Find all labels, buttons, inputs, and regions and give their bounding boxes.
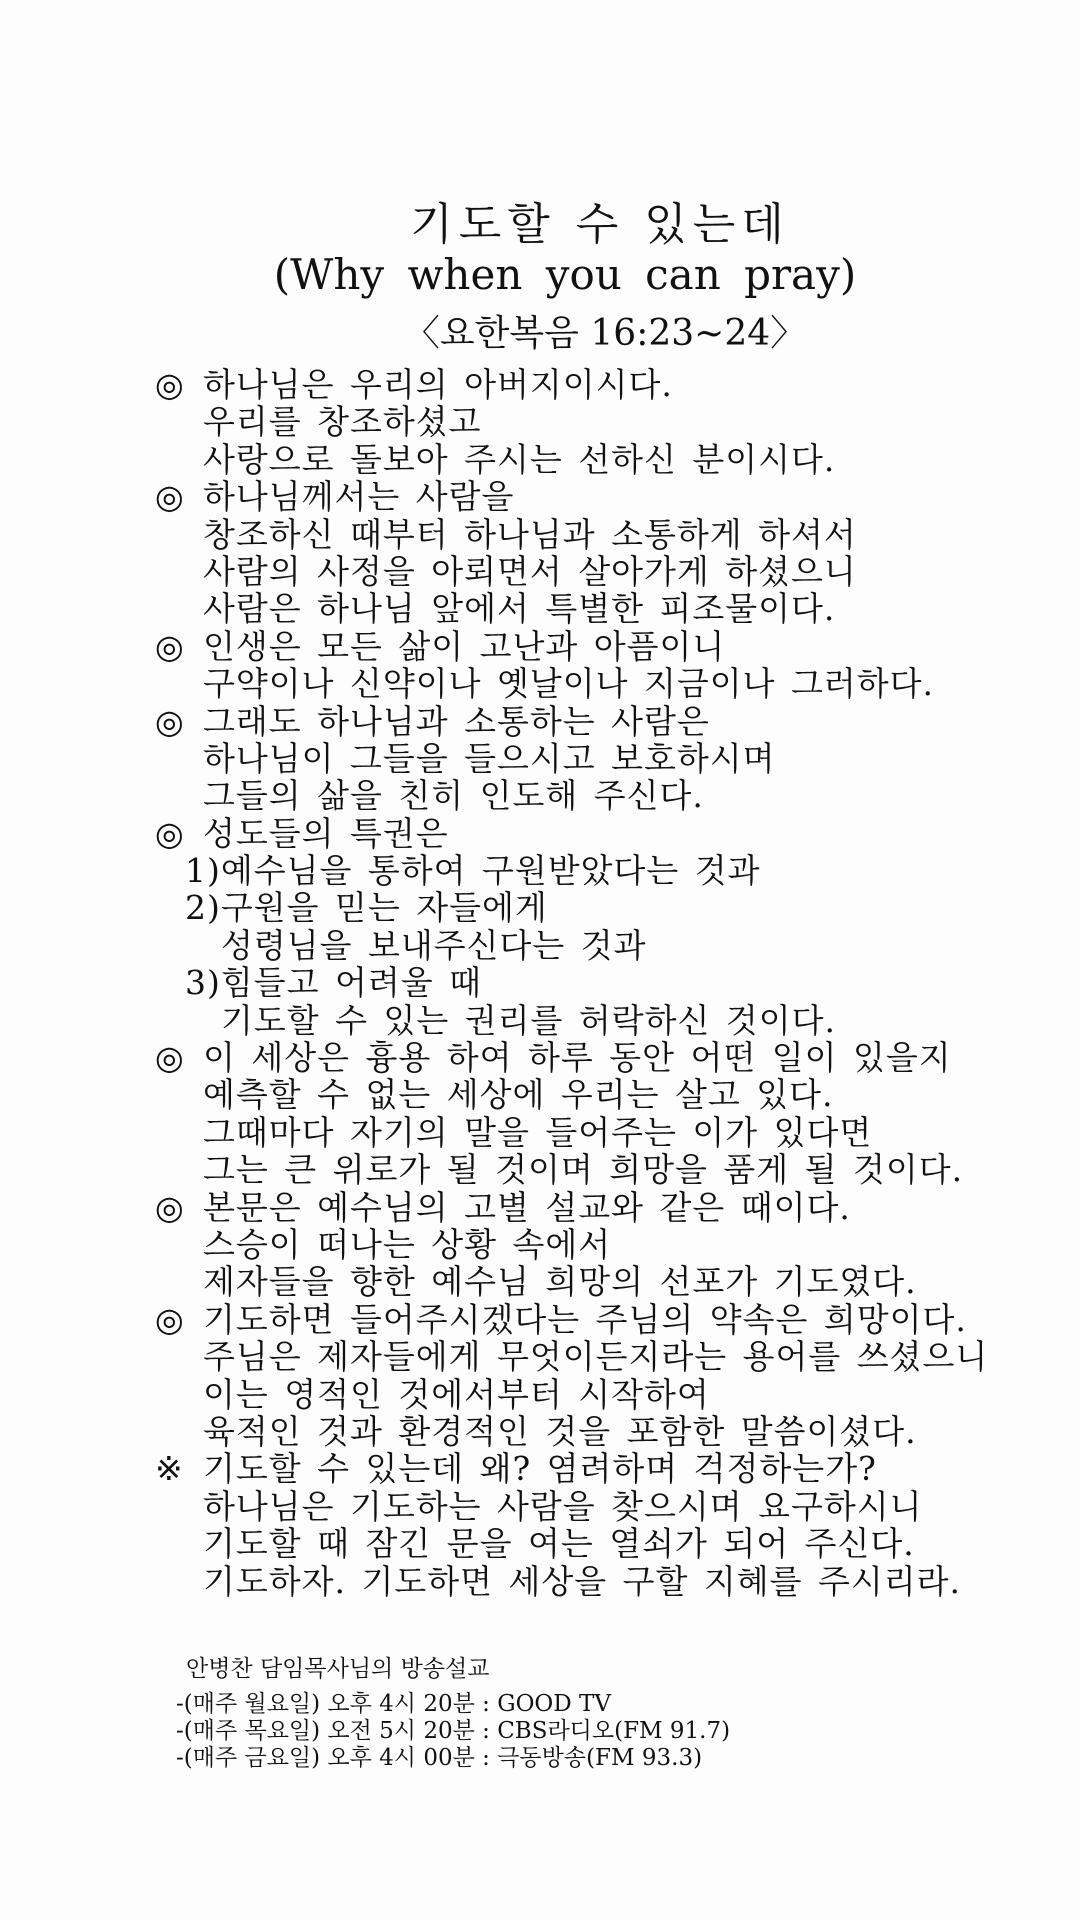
body-line bbox=[155, 1189, 1060, 1226]
body-line bbox=[155, 815, 1060, 852]
body-line bbox=[155, 1376, 1060, 1413]
bullet-mark: ◎ bbox=[155, 1038, 185, 1078]
body-line-text: 3)힘들고 어려울 때 bbox=[185, 963, 482, 1003]
page-subtitle-english: (Why when you can pray) bbox=[273, 250, 857, 299]
body-line bbox=[155, 1563, 1060, 1600]
body-line bbox=[155, 590, 1060, 627]
body-line bbox=[155, 1338, 1060, 1375]
note-mark: ※ bbox=[155, 1449, 184, 1489]
body-line-text: 2)구원을 믿는 자들에게 bbox=[185, 888, 548, 928]
broadcast-schedule-line: -(매주 목요일) 오전 5시 20분 : CBS라디오(FM 91.7) bbox=[176, 1718, 731, 1744]
body-line bbox=[155, 1488, 1060, 1525]
body-line bbox=[155, 1263, 1060, 1300]
body-line-text: 기도할 수 있는데 왜? 염려하며 걱정하는가? bbox=[203, 1449, 877, 1489]
body-line bbox=[155, 1525, 1060, 1562]
body-line bbox=[155, 403, 1060, 440]
body-line-text: 육적인 것과 환경적인 것을 포함한 말씀이셨다. bbox=[203, 1411, 917, 1451]
body-line-text: 사랑으로 돌보아 주시는 선하신 분이시다. bbox=[203, 439, 836, 479]
body-line bbox=[155, 777, 1060, 814]
sermon-body bbox=[155, 366, 1060, 1600]
body-line-text: 기도할 때 잠긴 문을 여는 열쇠가 되어 주신다. bbox=[203, 1524, 915, 1564]
body-line bbox=[155, 927, 1060, 964]
body-line bbox=[155, 1076, 1060, 1113]
body-line-text: 구약이나 신약이나 옛날이나 지금이나 그러하다. bbox=[203, 664, 935, 704]
bullet-mark: ◎ bbox=[155, 1299, 185, 1339]
body-line bbox=[155, 889, 1060, 926]
body-line bbox=[155, 852, 1060, 889]
scripture-reference: 〈요한복음 16:23~24〉 bbox=[403, 313, 807, 354]
body-line bbox=[155, 1226, 1060, 1263]
body-line bbox=[155, 703, 1060, 740]
body-line bbox=[155, 1114, 1060, 1151]
broadcast-info bbox=[176, 1656, 730, 1772]
body-line-text: 1)예수님을 통하여 구원받았다는 것과 bbox=[185, 851, 761, 891]
body-line-text: 본문은 예수님의 고별 설교와 같은 때이다. bbox=[203, 1187, 851, 1227]
bullet-mark: ◎ bbox=[155, 477, 185, 517]
body-line-text: 그들의 삶을 친히 인도해 주신다. bbox=[203, 776, 704, 816]
body-line-text: 하나님은 기도하는 사람을 찾으시며 요구하시니 bbox=[203, 1486, 923, 1526]
body-line-text: 창조하신 때부터 하나님과 소통하게 하셔서 bbox=[203, 514, 857, 554]
body-line-text: 기도하자. 기도하면 세상을 구할 지혜를 주시리라. bbox=[203, 1561, 961, 1601]
bullet-mark: ◎ bbox=[155, 365, 185, 404]
body-line-text: 스승이 떠나는 상황 속에서 bbox=[203, 1224, 612, 1264]
body-line bbox=[155, 1413, 1060, 1450]
body-line bbox=[155, 1002, 1060, 1039]
body-line-text: 이는 영적인 것에서부터 시작하여 bbox=[203, 1374, 710, 1414]
body-line-text: 기도할 수 있는 권리를 허락하신 것이다. bbox=[221, 1000, 836, 1040]
body-line-text: 하나님께서는 사람을 bbox=[203, 477, 515, 517]
body-line bbox=[155, 1151, 1060, 1188]
body-line-text: 성도들의 특권은 bbox=[203, 813, 449, 853]
body-line bbox=[155, 1450, 1060, 1487]
body-line-text: 인생은 모든 삶이 고난과 아픔이니 bbox=[203, 626, 726, 666]
body-line-text: 주님은 제자들에게 무엇이든지라는 용어를 쓰셨으니 bbox=[203, 1337, 989, 1377]
page-title: 기도할 수 있는데 bbox=[410, 199, 790, 250]
body-line-text: 성령님을 보내주신다는 것과 bbox=[221, 925, 647, 965]
body-line bbox=[155, 516, 1060, 553]
body-line bbox=[155, 964, 1060, 1001]
body-line-text: 하나님이 그들을 들으시고 보호하시며 bbox=[203, 738, 776, 778]
broadcast-title: 안병찬 담임목사님의 방송설교 bbox=[186, 1656, 490, 1682]
bullet-mark: ◎ bbox=[155, 701, 185, 741]
bullet-mark: ◎ bbox=[155, 1187, 185, 1227]
body-line-text: 사람의 사정을 아뢰면서 살아가게 하셨으니 bbox=[203, 551, 857, 591]
body-line-text: 이 세상은 흉용 하여 하루 동안 어떤 일이 있을지 bbox=[203, 1038, 952, 1078]
body-line-text: 제자들을 향한 예수님 희망의 선포가 기도였다. bbox=[203, 1262, 917, 1302]
body-line-text: 예측할 수 없는 세상에 우리는 살고 있다. bbox=[203, 1075, 834, 1115]
body-line bbox=[155, 665, 1060, 702]
broadcast-schedule-line: -(매주 월요일) 오후 4시 20분 : GOOD TV bbox=[176, 1691, 611, 1717]
body-line bbox=[155, 366, 1060, 403]
body-line-text: 그래도 하나님과 소통하는 사람은 bbox=[203, 701, 710, 741]
body-line bbox=[155, 441, 1060, 478]
body-line-text: 우리를 창조하셨고 bbox=[203, 402, 482, 442]
bullet-mark: ◎ bbox=[155, 813, 185, 853]
body-line-text: 사람은 하나님 앞에서 특별한 피조물이다. bbox=[203, 589, 836, 629]
bullet-mark: ◎ bbox=[155, 626, 185, 666]
body-line-text: 그때마다 자기의 말을 들어주는 이가 있다면 bbox=[203, 1112, 873, 1152]
body-line-text: 하나님은 우리의 아버지이시다. bbox=[203, 365, 673, 404]
body-line bbox=[155, 628, 1060, 665]
body-line bbox=[155, 478, 1060, 515]
body-line bbox=[155, 1039, 1060, 1076]
body-line bbox=[155, 553, 1060, 590]
body-line-text: 그는 큰 위로가 될 것이며 희망을 품게 될 것이다. bbox=[203, 1150, 964, 1190]
broadcast-schedule-line: -(매주 금요일) 오후 4시 00분 : 극동방송(FM 93.3) bbox=[176, 1745, 703, 1771]
body-line bbox=[155, 740, 1060, 777]
body-line bbox=[155, 1301, 1060, 1338]
body-line-text: 기도하면 들어주시겠다는 주님의 약속은 희망이다. bbox=[203, 1299, 967, 1339]
